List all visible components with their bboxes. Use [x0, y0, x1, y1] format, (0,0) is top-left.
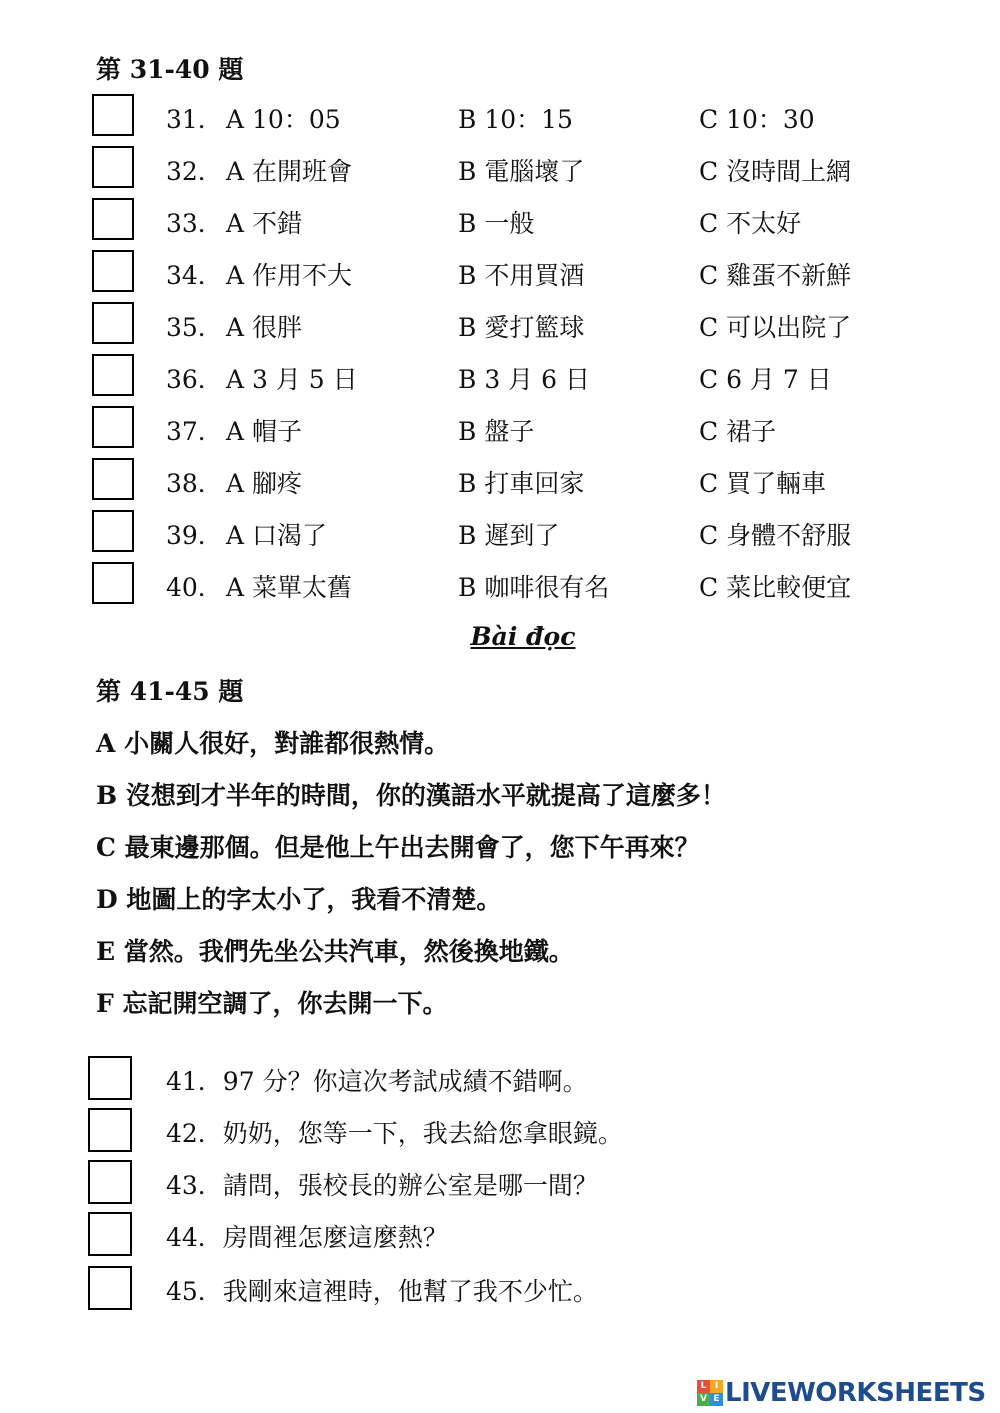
question-row: [92, 510, 892, 556]
question-number: 35．: [166, 313, 223, 342]
question-number: 31．: [166, 105, 223, 134]
part1-heading: 第 31-40 題: [96, 55, 244, 84]
logo-mark-letter: L: [697, 1380, 710, 1393]
question-number: 32．: [166, 157, 223, 186]
option-c: C 雞蛋不新鮮: [699, 261, 852, 290]
question-row: [92, 94, 892, 140]
logo-text: LIVEWORKSHEETS: [725, 1378, 986, 1408]
option-c: C 不太好: [699, 209, 802, 238]
part2-heading: 第 41-45 題: [96, 677, 244, 706]
option-b: B 10：15: [458, 105, 573, 134]
option-b: B 一般: [458, 209, 535, 238]
option-c: C 10：30: [699, 105, 815, 134]
matching-question-row: [88, 1160, 888, 1206]
question-row: [92, 406, 892, 452]
question-row: [92, 198, 892, 244]
matching-question-row: [88, 1108, 888, 1154]
question-row: [92, 354, 892, 400]
answer-option: B 沒想到才半年的時間，你的漢語水平就提高了這麼多！: [96, 781, 726, 810]
option-a: A 菜單太舊: [226, 573, 353, 602]
matching-question-text: 41．97 分？你這次考試成績不錯啊。: [166, 1067, 588, 1096]
answer-box[interactable]: [92, 94, 134, 136]
matching-question-text: 42．奶奶，您等一下，我去給您拿眼鏡。: [166, 1119, 623, 1148]
section-title-text: Bài đọc: [470, 622, 576, 651]
answer-box[interactable]: [92, 146, 134, 188]
option-a: A 在開班會: [226, 157, 353, 186]
option-c: C 沒時間上網: [699, 157, 852, 186]
matching-question-row: [88, 1056, 888, 1102]
option-b: B 電腦壞了: [458, 157, 585, 186]
question-row: [92, 458, 892, 504]
option-c: C 身體不舒服: [699, 521, 852, 550]
matching-question-text: 43．請問，張校長的辦公室是哪一間？: [166, 1171, 598, 1200]
answer-box[interactable]: [92, 354, 134, 396]
option-a: A 很胖: [226, 313, 303, 342]
answer-box[interactable]: [92, 250, 134, 292]
question-row: [92, 146, 892, 192]
answer-box[interactable]: [92, 458, 134, 500]
answer-option: F 忘記開空調了，你去開一下。: [96, 989, 448, 1018]
matching-question-row: [88, 1266, 888, 1312]
option-a: A 腳疼: [226, 469, 303, 498]
option-c: C 6 月 7 日: [699, 365, 832, 394]
matching-question-text: 45．我剛來這裡時，他幫了我不少忙。: [166, 1277, 598, 1306]
option-a: A 作用不大: [226, 261, 353, 290]
answer-box[interactable]: [92, 510, 134, 552]
option-b: B 愛打籃球: [458, 313, 585, 342]
answer-box[interactable]: [92, 198, 134, 240]
answer-box[interactable]: [88, 1056, 132, 1100]
question-number: 39．: [166, 521, 223, 550]
answer-box[interactable]: [88, 1212, 132, 1256]
question-row: [92, 562, 892, 608]
logo-mark-letter: V: [697, 1393, 710, 1406]
option-c: C 裙子: [699, 417, 777, 446]
answer-box[interactable]: [92, 406, 134, 448]
logo-mark-letter: I: [710, 1380, 723, 1393]
option-a: A 10：05: [226, 105, 341, 134]
question-number: 33．: [166, 209, 223, 238]
answer-box[interactable]: [92, 302, 134, 344]
answer-box[interactable]: [88, 1266, 132, 1310]
answer-option: C 最東邊那個。但是他上午出去開會了，您下午再來？: [96, 833, 700, 862]
logo-mark-letter: E: [710, 1393, 723, 1406]
matching-question-row: [88, 1212, 888, 1258]
matching-question-text: 44．房間裡怎麼這麼熱？: [166, 1223, 448, 1252]
option-a: A 帽子: [226, 417, 303, 446]
question-row: [92, 250, 892, 296]
answer-box[interactable]: [88, 1160, 132, 1204]
logo-mark-icon: [697, 1380, 723, 1406]
option-c: C 買了輛車: [699, 469, 827, 498]
option-b: B 3 月 6 日: [458, 365, 590, 394]
answer-option: E 當然。我們先坐公共汽車，然後換地鐵。: [96, 937, 574, 966]
option-b: B 遲到了: [458, 521, 560, 550]
question-number: 40．: [166, 573, 223, 602]
answer-box[interactable]: [88, 1108, 132, 1152]
answer-option: D 地圖上的字太小了，我看不清楚。: [96, 885, 502, 914]
option-b: B 盤子: [458, 417, 535, 446]
liveworksheets-logo: [697, 1378, 997, 1410]
question-number: 34．: [166, 261, 223, 290]
option-b: B 打車回家: [458, 469, 585, 498]
option-a: A 3 月 5 日: [226, 365, 358, 394]
option-b: B 咖啡很有名: [458, 573, 610, 602]
option-a: A 不錯: [226, 209, 303, 238]
option-b: B 不用買酒: [458, 261, 585, 290]
option-c: C 可以出院了: [699, 313, 852, 342]
answer-option: A 小關人很好，對誰都很熱情。: [96, 729, 450, 758]
question-row: [92, 302, 892, 348]
option-a: A 口渴了: [226, 521, 328, 550]
question-number: 38．: [166, 469, 223, 498]
question-number: 36．: [166, 365, 223, 394]
question-number: 37．: [166, 417, 223, 446]
option-c: C 菜比較便宜: [699, 573, 852, 602]
section-title: [0, 622, 1000, 651]
answer-box[interactable]: [92, 562, 134, 604]
